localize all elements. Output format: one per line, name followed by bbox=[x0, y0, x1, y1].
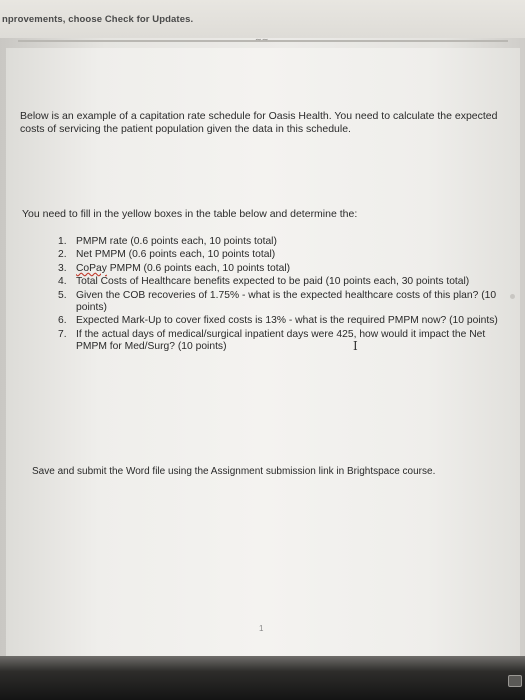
list-item: 7. If the actual days of medical/surgical inpatient days were 425, how would it impact the Net PMPM for Med/Surg? (10 points) bbox=[58, 328, 486, 352]
list-item: 6. Expected Mark-Up to cover fixed costs is 13% - what is the required PMPM now? (10 points) bbox=[58, 315, 498, 327]
ruler-marker-icon: ∼∼ bbox=[255, 35, 269, 44]
scroll-indicator[interactable] bbox=[510, 294, 515, 299]
page-number: 1 bbox=[259, 624, 264, 633]
list-item: 2. Net PMPM (0.6 points each, 10 points total) bbox=[58, 249, 276, 261]
list-item: 1. PMPM rate (0.6 points each, 10 points total) bbox=[58, 236, 277, 247]
instruction-text: You need to fill in the yellow boxes in the table below and determine the: bbox=[22, 208, 358, 220]
text-cursor-icon: I bbox=[353, 339, 358, 353]
list-item: 4. Total Costs of Healthcare benefits expected to be paid (10 points each, 30 points total) bbox=[58, 276, 470, 288]
intro-paragraph: Below is an example of a capitation rate schedule for Oasis Health. You need to calculate the expected costs of servicing the patient population given the data in this schedule. bbox=[20, 110, 498, 135]
spellcheck-word: CoPay bbox=[76, 262, 107, 274]
list-item: 3. CoPay PMPM (0.6 points each, 10 points total) bbox=[58, 262, 291, 274]
update-notification-bar bbox=[0, 0, 525, 38]
window-corner-icon[interactable] bbox=[508, 675, 522, 687]
task-list bbox=[58, 236, 508, 354]
screen-bezel-bottom bbox=[0, 656, 525, 700]
submit-instructions: Save and submit the Word file using the Assignment submission link in Brightspace course. bbox=[32, 466, 436, 477]
update-message: nprovements, choose Check for Updates. bbox=[2, 14, 194, 25]
list-item: 5. Given the COB recoveries of 1.75% - what is the expected healthcare costs of this plan? (10 points) bbox=[58, 289, 497, 313]
